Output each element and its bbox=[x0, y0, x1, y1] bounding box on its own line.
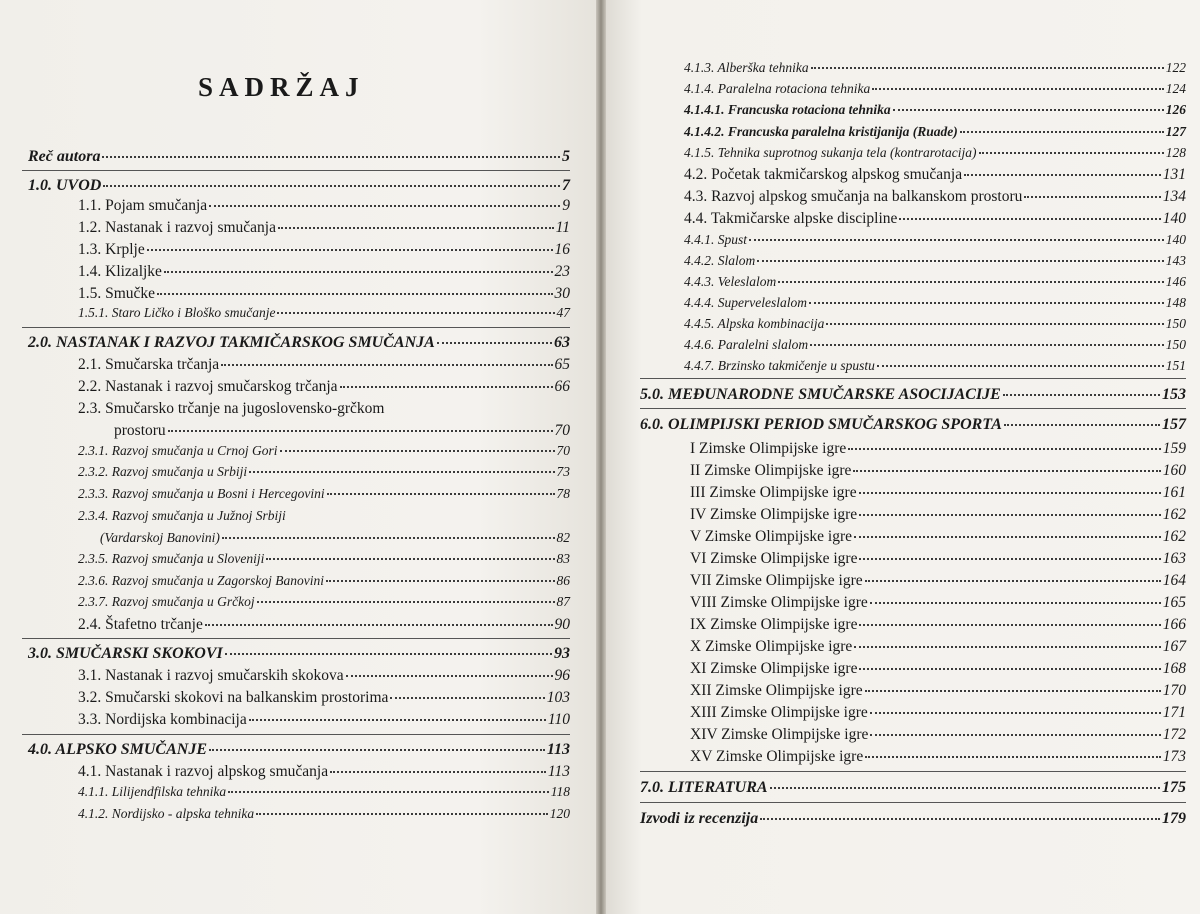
dot-leader bbox=[757, 260, 1163, 262]
section-rule bbox=[22, 170, 570, 171]
toc-page-number: 47 bbox=[556, 305, 570, 320]
toc-entry[interactable] bbox=[78, 486, 570, 502]
toc-entry[interactable] bbox=[100, 530, 570, 546]
toc-entry[interactable] bbox=[78, 219, 570, 237]
dot-leader bbox=[811, 67, 1164, 69]
toc-entry[interactable] bbox=[78, 263, 570, 281]
toc-page-number: 96 bbox=[554, 667, 570, 684]
toc-page-number: 83 bbox=[556, 551, 570, 566]
dot-leader bbox=[228, 791, 549, 793]
dot-leader bbox=[1004, 424, 1160, 426]
toc-entry-title: 1.3. Krplje bbox=[78, 241, 145, 258]
dot-leader bbox=[872, 88, 1164, 90]
toc-entry[interactable] bbox=[684, 60, 1186, 76]
toc-entry-title: 3.3. Nordijska kombinacija bbox=[78, 711, 247, 728]
toc-page-number: 63 bbox=[554, 334, 570, 351]
dot-leader bbox=[266, 558, 554, 560]
toc-entry[interactable] bbox=[114, 422, 570, 440]
toc-page-number: 175 bbox=[1162, 779, 1186, 796]
toc-page-number: 124 bbox=[1165, 81, 1186, 96]
toc-page-number: 146 bbox=[1165, 274, 1186, 289]
toc-entry[interactable] bbox=[684, 188, 1186, 206]
dot-leader bbox=[760, 818, 1160, 820]
toc-section-heading[interactable] bbox=[640, 386, 1186, 404]
toc-entry-title: 4.4. Takmičarske alpske discipline bbox=[684, 210, 898, 227]
toc-entry[interactable] bbox=[684, 253, 1186, 269]
dot-leader bbox=[854, 646, 1160, 648]
toc-page-number: 120 bbox=[549, 806, 570, 821]
toc-entry[interactable] bbox=[690, 748, 1186, 766]
toc-entry[interactable] bbox=[684, 274, 1186, 290]
toc-entry-title: VII Zimske Olimpijske igre bbox=[690, 572, 863, 589]
right-page bbox=[606, 0, 1200, 914]
toc-page-number: 90 bbox=[554, 616, 570, 633]
toc-entry-title: prostoru bbox=[114, 422, 166, 439]
toc-entry[interactable] bbox=[690, 462, 1186, 480]
toc-page-number: 157 bbox=[1162, 416, 1186, 433]
dot-leader bbox=[222, 537, 555, 539]
toc-entry[interactable] bbox=[690, 506, 1186, 524]
dot-leader bbox=[157, 293, 552, 295]
dot-leader bbox=[809, 302, 1164, 304]
toc-entry-title: 2.0. NASTANAK I RAZVOJ TAKMIČARSKOG SMUČANJA bbox=[28, 334, 435, 351]
dot-leader bbox=[859, 514, 1161, 516]
toc-page-number: 73 bbox=[556, 464, 570, 479]
dot-leader bbox=[330, 771, 546, 773]
toc-entry[interactable] bbox=[78, 616, 570, 634]
toc-page-number: 126 bbox=[1165, 102, 1186, 117]
toc-entry[interactable] bbox=[690, 528, 1186, 546]
dot-leader bbox=[848, 448, 1160, 450]
toc-entry-title: VI Zimske Olimpijske igre bbox=[690, 550, 858, 567]
toc-entry-title: 2.3.2. Razvoj smučanja u Srbiji bbox=[78, 464, 248, 479]
dot-leader bbox=[1024, 196, 1160, 198]
dot-leader bbox=[870, 734, 1160, 736]
dot-leader bbox=[865, 580, 1161, 582]
toc-entry-title: 4.1.3. Alberška tehnika bbox=[684, 60, 809, 75]
toc-entry-title: 4.1.4.1. Francuska rotaciona tehnika bbox=[684, 102, 891, 117]
toc-entry-title: 7.0. LITERATURA bbox=[640, 779, 768, 796]
toc-entry-title: IV Zimske Olimpijske igre bbox=[690, 506, 858, 523]
dot-leader bbox=[326, 580, 555, 582]
toc-page-number: 170 bbox=[1162, 682, 1186, 699]
dot-leader bbox=[770, 787, 1160, 789]
toc-entry-title: 2.3.5. Razvoj smučanja u Sloveniji bbox=[78, 551, 265, 566]
toc-entry-title: 1.0. UVOD bbox=[28, 177, 102, 194]
toc-entry[interactable] bbox=[78, 763, 570, 781]
dot-leader bbox=[249, 719, 546, 721]
toc-entry[interactable] bbox=[684, 102, 1186, 118]
toc-page-number: 86 bbox=[556, 573, 570, 588]
toc-page-number: 153 bbox=[1162, 386, 1186, 403]
toc-entry-title: 1.5.1. Staro Ličko i Bloško smučanje bbox=[78, 305, 276, 320]
toc-entry-title: 4.1.4.2. Francuska paralelna kristijanija (Ruade) bbox=[684, 124, 958, 139]
toc-page-number: 159 bbox=[1162, 440, 1186, 457]
toc-page-number: 66 bbox=[554, 378, 570, 395]
dot-leader bbox=[164, 271, 553, 273]
toc-page-number: 143 bbox=[1165, 253, 1186, 268]
toc-entry-title: Izvodi iz recenzija bbox=[640, 810, 759, 827]
dot-leader bbox=[221, 364, 552, 366]
dot-leader bbox=[865, 690, 1161, 692]
toc-page-number: 150 bbox=[1165, 316, 1186, 331]
toc-entry[interactable] bbox=[78, 241, 570, 259]
toc-entry-title: 4.4.2. Slalom bbox=[684, 253, 756, 268]
toc-entry-title: 4.4.5. Alpska kombinacija bbox=[684, 316, 825, 331]
toc-page-number: 7 bbox=[562, 177, 570, 194]
toc-entry-title: 4.4.4. Superveleslalom bbox=[684, 295, 807, 310]
toc-page-number: 128 bbox=[1165, 145, 1186, 160]
dot-leader bbox=[280, 450, 555, 452]
toc-page-number: 127 bbox=[1165, 124, 1186, 139]
toc-entry-title: 4.1.1. Lilijendfilska tehnika bbox=[78, 784, 227, 799]
toc-page-number: 162 bbox=[1162, 506, 1186, 523]
toc-entry-title: 3.0. SMUČARSKI SKOKOVI bbox=[28, 645, 223, 662]
dot-leader bbox=[979, 152, 1164, 154]
dot-leader bbox=[960, 131, 1164, 133]
dot-leader bbox=[346, 675, 553, 677]
toc-entry-title: 3.1. Nastanak i razvoj smučarskih skokova bbox=[78, 667, 344, 684]
toc-entry[interactable] bbox=[684, 81, 1186, 97]
toc-page-number: 160 bbox=[1162, 462, 1186, 479]
section-rule bbox=[640, 408, 1186, 409]
toc-entry-title: V Zimske Olimpijske igre bbox=[690, 528, 853, 545]
toc-entry-title: Reč autora bbox=[28, 148, 101, 165]
dot-leader bbox=[859, 492, 1161, 494]
dot-leader bbox=[964, 174, 1161, 176]
toc-entry[interactable] bbox=[78, 784, 570, 800]
toc-entry[interactable] bbox=[684, 166, 1186, 184]
toc-entry[interactable] bbox=[78, 378, 570, 396]
toc-entry-title: 4.1.4. Paralelna rotaciona tehnika bbox=[684, 81, 871, 96]
dot-leader bbox=[810, 344, 1164, 346]
dot-leader bbox=[249, 471, 554, 473]
toc-entry-title: 4.3. Razvoj alpskog smučanja na balkanskom prostoru bbox=[684, 188, 1023, 205]
toc-page-number: 87 bbox=[556, 594, 570, 609]
toc-page-number: 163 bbox=[1162, 550, 1186, 567]
section-rule bbox=[22, 734, 570, 735]
toc-entry[interactable] bbox=[78, 573, 570, 589]
toc-entry-title: 2.4. Štafetno trčanje bbox=[78, 616, 203, 633]
toc-page-number: 151 bbox=[1165, 358, 1186, 373]
toc-entry[interactable] bbox=[78, 285, 570, 303]
toc-entry-title: VIII Zimske Olimpijske igre bbox=[690, 594, 868, 611]
toc-page-number: 134 bbox=[1162, 188, 1186, 205]
toc-entry[interactable] bbox=[78, 305, 570, 321]
toc-entry-title: 4.2. Početak takmičarskog alpskog smučanja bbox=[684, 166, 963, 183]
dot-leader bbox=[209, 205, 560, 207]
toc-page-number: 131 bbox=[1162, 166, 1186, 183]
toc-page-number: 118 bbox=[550, 784, 570, 799]
toc-entry[interactable] bbox=[78, 551, 570, 567]
toc-entry[interactable] bbox=[684, 210, 1186, 228]
toc-entry[interactable] bbox=[684, 337, 1186, 353]
toc-page-number: 179 bbox=[1162, 810, 1186, 827]
dot-leader bbox=[102, 156, 560, 158]
toc-page-number: 166 bbox=[1162, 616, 1186, 633]
toc-page-number: 172 bbox=[1162, 726, 1186, 743]
dot-leader bbox=[278, 227, 554, 229]
toc-entry-title: (Vardarskoj Banovini) bbox=[100, 530, 220, 545]
toc-entry-title: XIV Zimske Olimpijske igre bbox=[690, 726, 869, 743]
toc-entry[interactable] bbox=[78, 711, 570, 729]
dot-leader bbox=[826, 323, 1163, 325]
toc-page-number: 122 bbox=[1165, 60, 1186, 75]
dot-leader bbox=[749, 239, 1164, 241]
toc-page-number: 171 bbox=[1162, 704, 1186, 721]
toc-section-heading[interactable] bbox=[640, 779, 1186, 797]
toc-entry-title: 1.1. Pojam smučanja bbox=[78, 197, 208, 214]
toc-entry[interactable] bbox=[684, 124, 1186, 140]
section-rule bbox=[22, 327, 570, 328]
dot-leader bbox=[340, 386, 553, 388]
toc-entry-title: IX Zimske Olimpijske igre bbox=[690, 616, 858, 633]
toc-section-heading[interactable] bbox=[28, 177, 570, 195]
section-rule bbox=[640, 771, 1186, 772]
toc-page-number: 23 bbox=[554, 263, 570, 280]
dot-leader bbox=[853, 470, 1160, 472]
dot-leader bbox=[778, 281, 1164, 283]
toc-section-heading[interactable] bbox=[28, 148, 570, 166]
toc-entry-title: 1.5. Smučke bbox=[78, 285, 156, 302]
toc-page-number: 16 bbox=[554, 241, 570, 258]
toc-entry-title: 4.4.7. Brzinsko takmičenje u spustu bbox=[684, 358, 875, 373]
toc-page-number: 103 bbox=[546, 689, 570, 706]
toc-entry[interactable] bbox=[690, 704, 1186, 722]
toc-page-number: 82 bbox=[556, 530, 570, 545]
toc-page-number: 164 bbox=[1162, 572, 1186, 589]
toc-entry-title: III Zimske Olimpijske igre bbox=[690, 484, 857, 501]
toc-page-number: 110 bbox=[547, 711, 570, 728]
toc-entry[interactable] bbox=[684, 295, 1186, 311]
toc-entry[interactable] bbox=[684, 145, 1186, 161]
toc-entry-title: 1.4. Klizaljke bbox=[78, 263, 162, 280]
toc-section-heading[interactable] bbox=[640, 810, 1186, 828]
toc-page-number: 148 bbox=[1165, 295, 1186, 310]
toc-entry[interactable] bbox=[78, 806, 570, 822]
toc-page-number: 70 bbox=[556, 443, 570, 458]
dot-leader bbox=[209, 749, 545, 751]
toc-entry-title: X Zimske Olimpijske igre bbox=[690, 638, 853, 655]
toc-entry-title: XII Zimske Olimpijske igre bbox=[690, 682, 863, 699]
toc-page-number: 113 bbox=[546, 741, 570, 758]
dot-leader bbox=[225, 653, 552, 655]
toc-page-number: 78 bbox=[556, 486, 570, 501]
toc-entry-title: XV Zimske Olimpijske igre bbox=[690, 748, 864, 765]
toc-entry[interactable] bbox=[690, 550, 1186, 568]
toc-entry-title: XIII Zimske Olimpijske igre bbox=[690, 704, 868, 721]
dot-leader bbox=[870, 602, 1161, 604]
toc-entry-title: 4.1.2. Nordijsko - alpska tehnika bbox=[78, 806, 255, 821]
toc-page-number: 9 bbox=[562, 197, 570, 214]
toc-page-number: 168 bbox=[1162, 660, 1186, 677]
toc-page-number: 5 bbox=[562, 148, 570, 165]
dot-leader bbox=[168, 430, 553, 432]
toc-page-number: 30 bbox=[554, 285, 570, 302]
toc-page-number: 11 bbox=[555, 219, 570, 236]
toc-entry-title: 6.0. OLIMPIJSKI PERIOD SMUČARSKOG SPORTA bbox=[640, 416, 1002, 433]
dot-leader bbox=[870, 712, 1161, 714]
toc-entry[interactable] bbox=[78, 464, 570, 480]
toc-entry-title: XI Zimske Olimpijske igre bbox=[690, 660, 858, 677]
toc-entry[interactable] bbox=[78, 197, 570, 215]
dot-leader bbox=[899, 218, 1160, 220]
dot-leader bbox=[390, 697, 544, 699]
toc-entry-title: 2.3.1. Razvoj smučanja u Crnoj Gori bbox=[78, 443, 278, 458]
toc-page-number: 162 bbox=[1162, 528, 1186, 545]
toc-entry[interactable] bbox=[690, 638, 1186, 656]
toc-entry[interactable] bbox=[690, 594, 1186, 612]
toc-entry[interactable] bbox=[690, 484, 1186, 502]
book-gutter bbox=[596, 0, 606, 914]
toc-entry-title: 4.1. Nastanak i razvoj alpskog smučanja bbox=[78, 763, 329, 780]
toc-entry-text: 2.3.4. Razvoj smučanja u Južnoj Srbiji bbox=[78, 508, 286, 523]
toc-entry-title: 2.3.6. Razvoj smučanja u Zagorskoj Banovini bbox=[78, 573, 324, 588]
toc-page-number: 93 bbox=[554, 645, 570, 662]
toc-entry-title: 4.4.1. Spust bbox=[684, 232, 748, 247]
toc-entry-title: 2.3.3. Razvoj smučanja u Bosni i Hercegovini bbox=[78, 486, 325, 501]
toc-section-heading[interactable] bbox=[28, 334, 570, 352]
toc-entry-text: 2.3. Smučarsko trčanje na jugoslovensko-grčkom bbox=[78, 400, 385, 417]
dot-leader bbox=[147, 249, 553, 251]
dot-leader bbox=[257, 601, 555, 603]
dot-leader bbox=[205, 624, 553, 626]
left-page bbox=[0, 0, 596, 914]
toc-entry[interactable] bbox=[690, 616, 1186, 634]
toc-page-number: 165 bbox=[1162, 594, 1186, 611]
toc-page-number: 150 bbox=[1165, 337, 1186, 352]
toc-entry-title: I Zimske Olimpijske igre bbox=[690, 440, 847, 457]
toc-section-heading[interactable] bbox=[28, 645, 570, 663]
toc-entry[interactable] bbox=[690, 726, 1186, 744]
dot-leader bbox=[859, 624, 1160, 626]
toc-entry-title: 2.3.7. Razvoj smučanja u Grčkoj bbox=[78, 594, 255, 609]
dot-leader bbox=[277, 312, 554, 314]
toc-entry-title: 2.2. Nastanak i razvoj smučarskog trčanja bbox=[78, 378, 338, 395]
section-rule bbox=[640, 802, 1186, 803]
section-rule bbox=[640, 378, 1186, 379]
toc-entry-title: II Zimske Olimpijske igre bbox=[690, 462, 852, 479]
toc-entry-title: 2.1. Smučarska trčanja bbox=[78, 356, 220, 373]
dot-leader bbox=[877, 365, 1164, 367]
toc-entry[interactable] bbox=[78, 356, 570, 374]
dot-leader bbox=[854, 536, 1161, 538]
toc-entry[interactable] bbox=[684, 316, 1186, 332]
toc-entry[interactable] bbox=[78, 689, 570, 707]
toc-entry-title: 4.4.3. Veleslalom bbox=[684, 274, 777, 289]
toc-entry[interactable] bbox=[690, 660, 1186, 678]
dot-leader bbox=[1003, 394, 1160, 396]
dot-leader bbox=[859, 558, 1160, 560]
dot-leader bbox=[859, 668, 1160, 670]
toc-entry-title: 4.0. ALPSKO SMUČANJE bbox=[28, 741, 207, 758]
dot-leader bbox=[865, 756, 1161, 758]
toc-entry[interactable] bbox=[78, 594, 570, 610]
dot-leader bbox=[256, 813, 548, 815]
toc-entry[interactable] bbox=[690, 682, 1186, 700]
toc-section-heading[interactable] bbox=[640, 416, 1186, 434]
toc-entry[interactable] bbox=[78, 443, 570, 459]
toc-page-number: 167 bbox=[1162, 638, 1186, 655]
toc-entry-title: 4.4.6. Paralelni slalom bbox=[684, 337, 809, 352]
page-title: SADRŽAJ bbox=[198, 72, 365, 102]
toc-page-number: 173 bbox=[1162, 748, 1186, 765]
toc-entry-title: 1.2. Nastanak i razvoj smučanja bbox=[78, 219, 276, 236]
section-rule bbox=[22, 638, 570, 639]
toc-entry-title: 4.1.5. Tehnika suprotnog sukanja tela (kontrarotacija) bbox=[684, 145, 977, 160]
toc-entry[interactable] bbox=[684, 358, 1186, 374]
dot-leader bbox=[103, 185, 560, 187]
toc-entry-title: 5.0. MEĐUNARODNE SMUČARSKE ASOCIJACIJE bbox=[640, 386, 1001, 403]
toc-page-number: 70 bbox=[554, 422, 570, 439]
toc-entry[interactable] bbox=[684, 232, 1186, 248]
toc-page-number: 113 bbox=[547, 763, 570, 780]
toc-section-heading[interactable] bbox=[28, 741, 570, 759]
dot-leader bbox=[893, 109, 1164, 111]
toc-entry[interactable] bbox=[78, 667, 570, 685]
dot-leader bbox=[327, 493, 555, 495]
toc-page-number: 140 bbox=[1165, 232, 1186, 247]
toc-entry[interactable] bbox=[690, 572, 1186, 590]
toc-entry[interactable] bbox=[690, 440, 1186, 458]
dot-leader bbox=[437, 342, 552, 344]
toc-page-number: 161 bbox=[1162, 484, 1186, 501]
toc-entry-title: 3.2. Smučarski skokovi na balkanskim prostorima bbox=[78, 689, 389, 706]
toc-page-number: 140 bbox=[1162, 210, 1186, 227]
toc-page-number: 65 bbox=[554, 356, 570, 373]
